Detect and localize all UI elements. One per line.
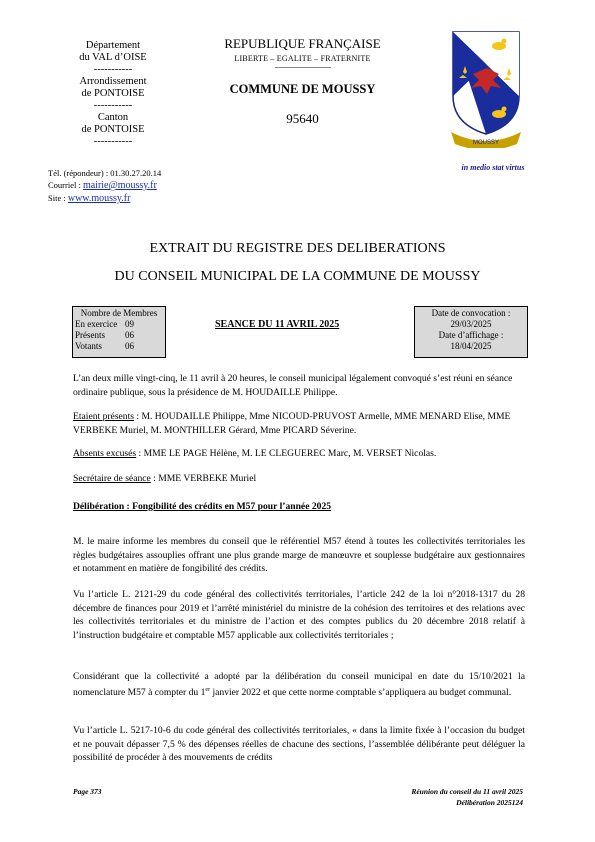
members-box — [72, 306, 166, 358]
presents-paragraph — [73, 410, 525, 437]
page-number: Page 373 — [73, 787, 102, 796]
header-line: de PONTOISE — [81, 124, 145, 135]
convocation-date: 29/03/2025 — [450, 319, 492, 329]
republic-title: REPUBLIQUE FRANÇAISE — [224, 36, 381, 51]
body-paragraph-2: Vu l’article L. 2121-29 du code général des collectivités territoriales, l’article 242 de la loi n°2018-1317 du 28 décembre de finances pour 2019 et l’arrêté ministériel du ministre de la cohésion des territoires et des relations avec les collectivités territoriales et du ministre de l’action et des comptes publics du 20 décembre 2018 relatif à l’instruction budgétaire et comptable M57 applicable aux collectivités territoriales ; — [73, 589, 525, 641]
body-paragraph-3: Considérant que la collectivité a adopté par la délibération du conseil municipal en date du 15/10/2021 la nomenclature M57 à compter du 1er janvier 2022 et que cette norme comptable s’appliquera au budget communal. — [73, 671, 525, 698]
header-line: ----------- — [93, 100, 133, 111]
site-link[interactable]: www.moussy.fr — [67, 193, 131, 204]
phone-text: Tél. (répondeur) : 01.30.27.20.14 — [48, 168, 162, 178]
presents-label: Etaient présents — [73, 411, 135, 422]
secretaire-paragraph — [73, 472, 525, 486]
absents-label: Absents excusés — [73, 448, 137, 459]
title-line-1: EXTRAIT DU REGISTRE DES DELIBERATIONS — [149, 241, 446, 256]
coat-of-arms-icon — [447, 28, 525, 148]
republic-header — [200, 36, 405, 127]
divider — [275, 67, 331, 68]
members-row: En exercice 09 — [75, 319, 134, 329]
header-line: Département — [85, 40, 141, 51]
body-paragraph-1: M. le maire informe les membres du conseil que le référentiel M57 étend à toutes les collectivités territoriales les règles budgétaires assouplies offrant une plus grande marge de manœuvre et souplesse budgétaire aux gestionnaires et notamment en matière de fongibilité des crédits. — [73, 536, 525, 574]
deliberation-label: Délibération : Fongibilité des crédits en M57 pour l’année 2025 — [73, 501, 332, 512]
convocation-label: Date de convocation : — [431, 308, 511, 318]
members-row: Présents 06 — [75, 330, 134, 340]
intro-paragraph: L’an deux mille vingt-cinq, le 11 avril à 20 heures, le conseil municipal légalement convoqué s’est réuni en séance ordinaire publique, sous la présidence de M. HOUDAILLE Philippe. — [73, 373, 513, 398]
crest-banner: MOUSSY — [472, 140, 500, 146]
department-header — [38, 40, 188, 148]
email-link[interactable]: mairie@moussy.fr — [82, 180, 157, 191]
republic-motto: LIBERTE – EGALITE – FRATERNITE — [234, 54, 371, 63]
dates-box — [414, 306, 528, 358]
presents-text: : M. HOUDAILLE Philippe, Mme NICOUD-PRUVOST Armelle, MME MENARD Elise, MME VERBEKE Muriel, M. MONTHILLER Gérard, Mme PICARD Séverine. — [73, 411, 511, 436]
footer-meeting: Réunion du conseil du 11 avril 2025 — [411, 787, 523, 796]
contact-block — [48, 167, 161, 205]
deliberation-title — [73, 500, 525, 514]
seance-title: SEANCE DU 11 AVRIL 2025 — [215, 319, 340, 330]
commune-name: COMMUNE DE MOUSSY — [229, 82, 376, 96]
footer-deliberation: Délibération 2025124 — [456, 798, 523, 807]
site-label: Site : — [48, 193, 68, 203]
body-paragraph-4: Vu l’article L. 5217-10-6 du code général des collectivités territoriales, « dans la limite fixée à l’occasion du budget et ne pouvait dépasser 7,5 % des dépenses réelles de chacune des sections, l’assemblée délibérante peut déléguer la possibilité de procéder à des mouvements de crédits — [73, 725, 525, 763]
header-line: ----------- — [93, 136, 133, 147]
header-line: Arrondissement — [79, 76, 147, 87]
secretaire-label: Secrétaire de séance — [73, 473, 151, 484]
header-line: Canton — [97, 112, 129, 123]
title-line-2: DU CONSEIL MUNICIPAL DE LA COMMUNE DE MOUSSY — [114, 269, 481, 284]
header-line: de PONTOISE — [81, 88, 145, 99]
affichage-date: 18/04/2025 — [450, 341, 492, 351]
header-line: du VAL d’OISE — [79, 52, 147, 63]
members-title: Nombre de Membres — [80, 308, 158, 318]
secretaire-text: : MME VERBEKE Muriel — [150, 473, 257, 484]
header-line: ----------- — [93, 64, 133, 75]
email-label: Courriel : — [48, 180, 83, 190]
members-row: Votants 06 — [75, 341, 134, 351]
absents-text: : MME LE PAGE Hélène, M. LE CLEGUEREC Marc, M. VERSET Nicolas. — [136, 448, 437, 459]
postcode: 95640 — [286, 111, 319, 126]
absents-paragraph — [73, 447, 525, 461]
crest-motto: in medio stat virtus — [461, 163, 525, 172]
affichage-label: Date d’affichage : — [438, 330, 504, 340]
